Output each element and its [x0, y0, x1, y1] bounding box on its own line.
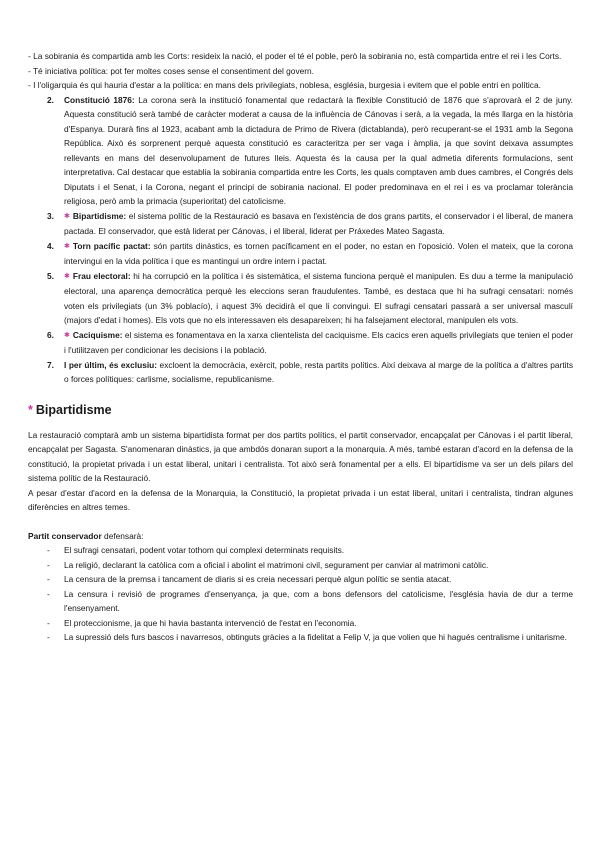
star-bullet-icon: ✱ — [64, 331, 70, 339]
dash-bullet-icon: - — [47, 617, 50, 628]
list-number: 6. — [47, 329, 54, 340]
star-bullet-icon: ✱ — [64, 242, 70, 250]
list-text: són partits dinàstics, es tornen pacíficament en el poder, no estan en l'oposició. Volen el mateix, que la corona intervingui en la vida política i que es mantingui un ordre intern i pactat. — [64, 240, 574, 266]
list-item-frau-electoral — [28, 269, 573, 328]
list-item-text: La censura i revisió de programes d'ensenyança, ja que, com a bons defensors del catolicisme, l'església havia de dur a terme l'ensenyament. — [64, 588, 573, 613]
intro-block — [28, 49, 573, 93]
list-item-text: La religió, declarant la catòlica com a oficial i abolint el matrimoni civil, segurament per canviar al matrimoni catòlic. — [64, 559, 489, 570]
intro-line-initiative: - Té iniciativa política: pot fer moltes coses sense el consentiment del govern. — [28, 65, 314, 76]
heading-star-icon: * — [28, 402, 33, 417]
dash-bullet-icon: - — [47, 545, 50, 555]
list-item-torn-pacific — [28, 239, 573, 269]
list-item — [28, 558, 573, 573]
dash-bullet-icon: - — [47, 559, 50, 570]
list-item — [28, 543, 573, 558]
heading-title: Bipartidisme — [35, 402, 112, 417]
dash-bullet-icon: - — [47, 574, 50, 584]
list-number: 4. — [47, 240, 54, 251]
intro-line-oligarchy: - I l'oligarquia és qui hauria d'estar a la política: en mans dels privilegiats, noblesa, església, burgesia i evitem que el poble entri en política. — [28, 80, 541, 90]
list-item-text: El sufragi censatari, podent votar tothom qui complexi determinats requisits. — [64, 545, 345, 555]
list-number: 2. — [47, 94, 54, 105]
paragraph-differences: A pesar d'estar d'acord en la defensa de la Monarquia, la Constitució, la propietat privada i un estat liberal, unitari i centralista, tindran algunes diferències en altres temes. — [28, 487, 573, 512]
list-term: exclusiu: — [120, 359, 158, 370]
party-intro — [28, 529, 573, 544]
list-item-text: El proteccionisme, ja que hi havia bastanta intervenció de l'estat en l'economia. — [64, 617, 357, 628]
list-item-bipartidisme — [28, 209, 573, 239]
list-item-text: La supressió dels furs bascos i navarresos, obtinguts gràcies a la fidelitat a Felip V, ja que volien que hi hagués centralisme i unitarisme. — [64, 632, 567, 642]
list-text: excloent la democràcia, exèrcit, poble, resta partits polítics. Així deixava al marge de la política a d'altres partits o forces polítiques: carlisme, socialisme, republicanisme. — [64, 359, 573, 384]
dash-bullet-icon: - — [47, 588, 50, 599]
list-term: Frau electoral: — [72, 270, 131, 281]
list-term-prefix: I per últim, és — [64, 359, 121, 370]
list-term: Constitució 1876: — [64, 94, 135, 105]
list-item — [28, 630, 573, 645]
list-term: Bipartidisme: — [72, 210, 127, 221]
list-text: el sistema polític de la Restauració es basava en l'existència de dos grans partits, el conservador i el liberal, de manera pactada. El conservador, que està liderat per Cánovas, i el liberal, liderat per Práxedes Mateo Sagasta. — [64, 210, 573, 236]
document-page — [28, 49, 573, 645]
dash-bullet-icon: - — [47, 632, 50, 642]
party-suffix: defensarà: — [101, 530, 144, 541]
list-item-exclusiu — [28, 358, 573, 387]
star-bullet-icon: ✱ — [64, 212, 70, 220]
list-number: 3. — [47, 210, 54, 221]
party-name: Partit conservador — [28, 530, 102, 541]
list-text: hi ha corrupció en la política i és sistemàtica, el sistema funciona perquè el manipulen. Es duu a terme la manipulació electoral, una aparença democràtica perquè les eleccions seran fraudulentes. També, es destaca que hi ha sufragi censatari: només voten els privilegiats (un 3% poblacío), i aquest 3% decidirà el que li convingui. El sufragi censatari passarà a ser universal masculí (majors d'edat i homes). Els vots que no els interessaven els desapareixen; hi ha falsejament electoral, manipulen els vots. — [64, 270, 573, 325]
conservative-list — [28, 543, 573, 645]
star-bullet-icon: ✱ — [64, 272, 70, 280]
list-number: 7. — [47, 359, 54, 370]
list-item — [28, 572, 573, 587]
list-term: Torn pacífic pactat: — [72, 240, 151, 251]
list-term: Caciquisme: — [72, 329, 123, 340]
list-text: La corona serà la institució fonamental que redactarà la flexible Constitució de 1876 que s'aprovarà el 2 de juny. Aquesta constitució serà també de caràcter moderat a causa de la influència de Cánovas i serà, a la vegada, la més llarga en la història d'Espanya. Durarà fins al 1923, acabant amb la dictadura de Primo de Rivera (dictablanda), però recuperant-se el 1931 amb la Segona República. Això és sorprenent perquè aquesta constitució es caracteritza per ser vaga i àmplia, ja que sovint deixava assumptes rellevants en mans del desenvolupament de futures lleis. Aquesta és la causa per la qual admetia diferents formulacions, sent interpretativa. Cal destacar que establia la sobirania compartida entre les Corts, les quals comptaven amb dues cambres, el Congrés dels Diputats i el Senat, i la Corona, negant el principi de sobirania nacional. El poder predominava en el rei i es va proclamar tolerància religiosa, però amb la primacia (superioritat) del catolicisme. — [64, 94, 573, 206]
list-item — [28, 587, 573, 616]
list-number: 5. — [47, 270, 54, 281]
list-item-caciquisme — [28, 328, 573, 358]
paragraph-bipartidisme: La restauració comptarà amb un sistema bipartidista format per dos partits polítics, el partit conservador, encapçalat per Cánovas i el partit liberal, encapçalat per Sagasta. S'anomenaran dinàstics, ja que ambdós donaran suport a la monarquia. A més, també estaran d'acord en la defensa de la constitució, la propietat privada i un estat liberal, unitari i centralista. Tot això serà fonamental per a ells. El bipartidisme va ser un dels pilars del sistema polític de la Restauració. — [28, 429, 573, 483]
list-text: el sistema es fonamentava en la xarxa clientelista del caciquisme. Els cacics eren aquells privilegiats que tenien el poder i l'utilitzaven per condicionar les decisions i la població. — [64, 329, 573, 355]
intro-line-sovereignty: - La sobirania és compartida amb les Corts: resideix la nació, el poder el té el poble, però la sobirania no, està compartida entre el rei i les Corts. — [28, 51, 562, 61]
numbered-list — [28, 93, 573, 387]
list-item-text: La censura de la premsa i tancament de diaris si es creia necessari perquè algun polític se sentia atacat. — [64, 574, 452, 584]
list-item — [28, 616, 573, 631]
section-heading — [28, 402, 573, 418]
list-item-constitution — [28, 93, 573, 209]
